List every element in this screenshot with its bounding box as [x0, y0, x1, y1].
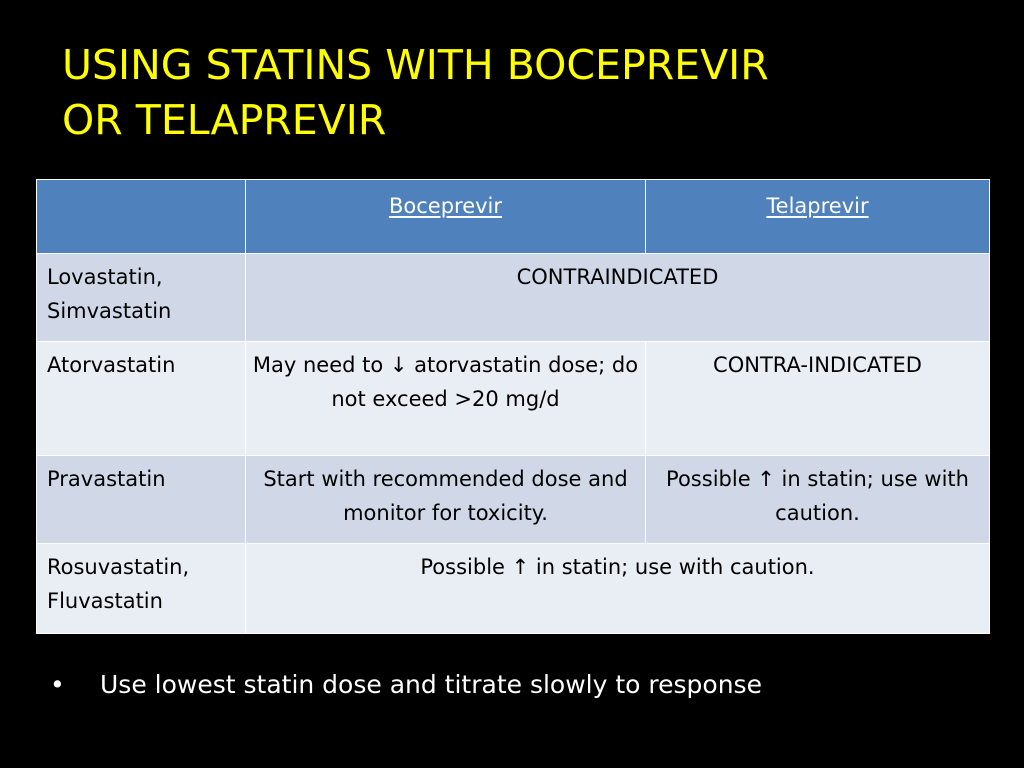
merged-recommendation-cell: Possible ↑ in statin; use with caution. [246, 544, 990, 634]
boceprevir-recommendation-cell: May need to ↓ atorvastatin dose; do not exceed >20 mg/d [246, 342, 646, 456]
drug-name-cell [37, 544, 246, 634]
boceprevir-recommendation-cell: Start with recommended dose and monitor for toxicity. [246, 456, 646, 544]
slide-title [62, 38, 962, 148]
header-telaprevir [646, 180, 990, 254]
statin-interaction-table [36, 179, 990, 634]
header-boceprevir [246, 180, 646, 254]
drug-name-line: Simvastatin [47, 299, 172, 323]
header-telaprevir-label: Telaprevir [766, 194, 869, 218]
drug-name-line: Fluvastatin [47, 589, 163, 613]
telaprevir-recommendation-cell: CONTRA-INDICATED [646, 342, 990, 456]
drug-name-cell [37, 254, 246, 342]
table-header-row [37, 180, 990, 254]
slide-title-line-1: USING STATINS WITH BOCEPREVIR [62, 41, 769, 89]
drug-name-cell: Pravastatin [37, 456, 246, 544]
header-empty-cell [37, 180, 246, 254]
merged-recommendation-cell: CONTRAINDICATED [246, 254, 990, 342]
bullet-marker: • [50, 670, 65, 699]
table-row-rosuvastatin-fluvastatin [37, 544, 990, 634]
drug-name-cell: Atorvastatin [37, 342, 246, 456]
table-row-pravastatin [37, 456, 990, 544]
drug-name-line: Rosuvastatin, [47, 555, 190, 579]
drug-name-line: Lovastatin, [47, 265, 163, 289]
table-row-lovastatin-simvastatin [37, 254, 990, 342]
header-boceprevir-label: Boceprevir [388, 194, 503, 218]
table-row-atorvastatin [37, 342, 990, 456]
bullet-text: Use lowest statin dose and titrate slowly to response [100, 670, 762, 699]
bullet-item [50, 667, 990, 703]
slide-title-line-2: OR TELAPREVIR [62, 96, 387, 144]
telaprevir-recommendation-cell: Possible ↑ in statin; use with caution. [646, 456, 990, 544]
